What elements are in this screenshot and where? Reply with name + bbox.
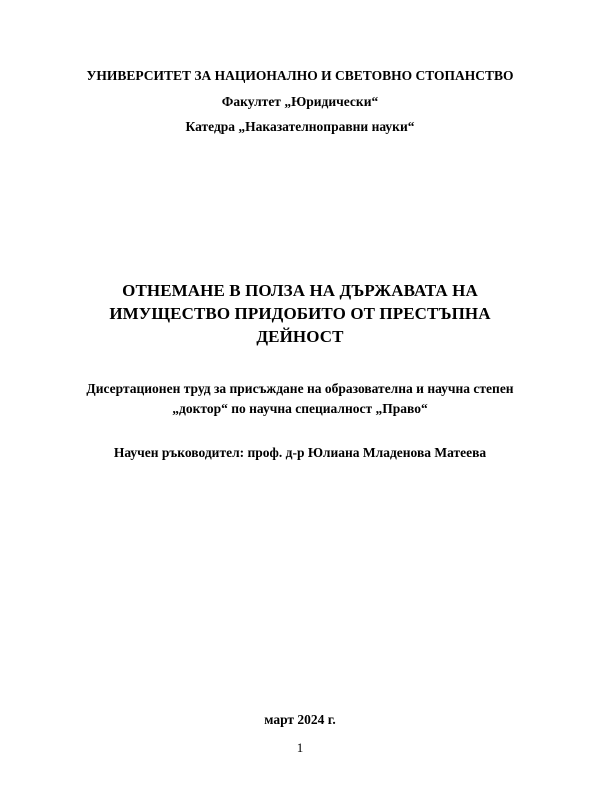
dissertation-description-line-1: Дисертационен труд за присъждане на образователна и научна степен xyxy=(86,381,514,396)
dissertation-description-line-2: „доктор“ по научна специалност „Право“ xyxy=(172,401,428,416)
department-name: Катедра „Наказателноправни науки“ xyxy=(185,119,415,134)
supervisor: Научен ръководител: проф. д-р Юлиана Младенова Матеева xyxy=(113,445,487,460)
date: март 2024 г. xyxy=(264,712,336,727)
thesis-title-line-2: ИМУЩЕСТВО ПРИДОБИТО ОТ ПРЕСТЪПНА xyxy=(109,304,491,323)
university-name: УНИВЕРСИТЕТ ЗА НАЦИОНАЛНО И СВЕТОВНО СТОПАНСТВО xyxy=(86,68,514,83)
faculty-name: Факултет „Юридически“ xyxy=(221,94,379,109)
page-number: 1 xyxy=(296,740,304,755)
thesis-title-line-1: ОТНЕМАНЕ В ПОЛЗА НА ДЪРЖАВАТА НА xyxy=(122,281,478,300)
thesis-title-line-3: ДЕЙНОСТ xyxy=(256,327,344,346)
